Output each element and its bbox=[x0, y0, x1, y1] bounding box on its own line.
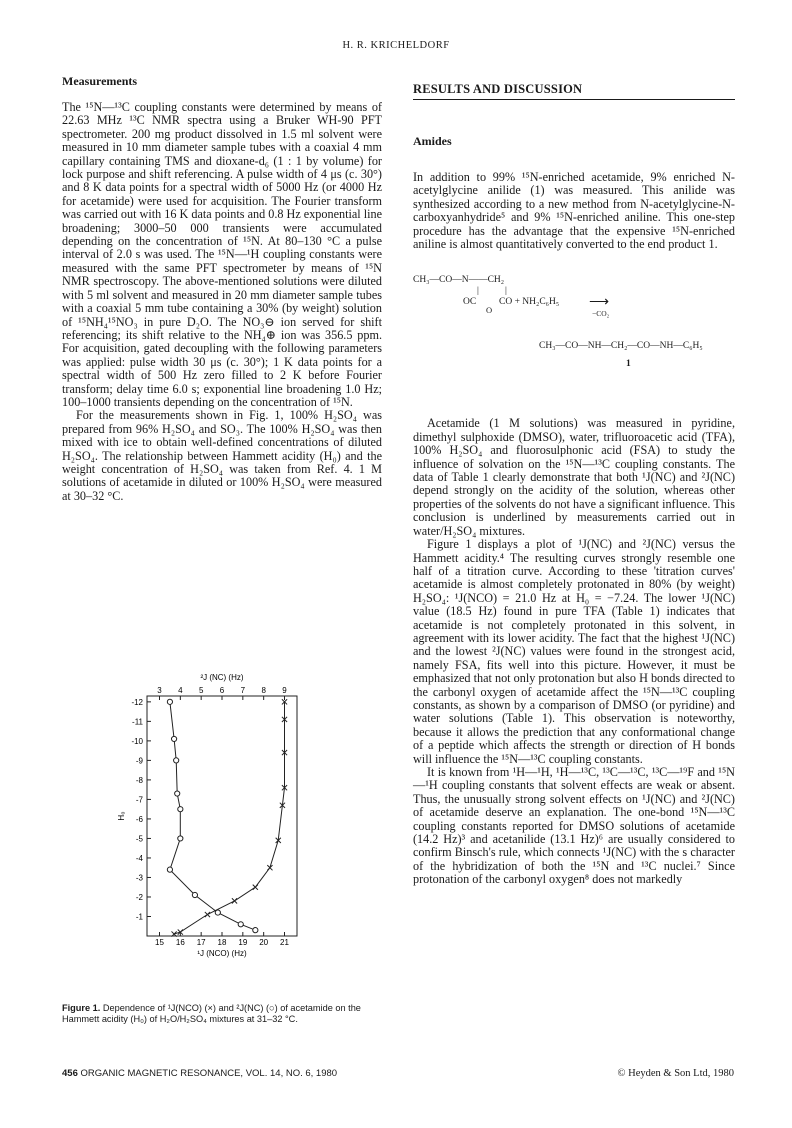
top-tick-label: 6 bbox=[219, 686, 225, 695]
scheme-arrow: ⟶ bbox=[589, 295, 610, 311]
left-column bbox=[62, 74, 382, 503]
circle-point bbox=[238, 922, 243, 927]
measurements-heading: Measurements bbox=[62, 74, 138, 88]
measurements-paragraph-2: For the measurements shown in Fig. 1, 100% H₂SO₄ was prepared from 96% H₂SO₄ and SO₃. The 100% H₂SO₄ was then mixed with ice to obtain well-defined concentrations of diluted H₂SO₄. The relationship between Hammett acidity (H₀) and the weight concentration of H₂SO₄ was taken from Ref. 4. 1 M solutions of acetamide in diluted or 100% H₂SO₄ were measured at 30–32 °C. bbox=[62, 408, 382, 503]
copyright: © Heyden & Son Ltd, 1980 bbox=[617, 1068, 734, 1079]
caption-label: Figure 1. bbox=[62, 1003, 101, 1013]
caption-text: Dependence of ¹J(NCO) (×) and ²J(NC) (○) of acetamide on the Hammett acidity (H₀) of H₂O/H₂SO₄ mixtures at 31–32 °C. bbox=[62, 1003, 361, 1024]
y-tick-label: -2 bbox=[135, 892, 143, 902]
y-tick-label: -1 bbox=[135, 912, 143, 922]
circle-point bbox=[253, 928, 258, 933]
curve-series-1 bbox=[174, 702, 284, 934]
page-number: 456 bbox=[62, 1068, 78, 1079]
amides-heading: Amides bbox=[413, 134, 452, 148]
scheme-ring-co-aniline: CO + NH₂C₆H₅ bbox=[499, 297, 560, 308]
y-tick-label: -7 bbox=[135, 795, 143, 805]
scheme-ring-oc: OC bbox=[463, 297, 477, 308]
circle-point bbox=[178, 836, 183, 841]
circle-point bbox=[167, 699, 172, 704]
top-tick-label: 9 bbox=[282, 686, 287, 695]
results-paragraph-2: Acetamide (1 M solutions) was measured in pyridine, dimethyl sulphoxide (DMSO), water, trifluoroacetic acid (TFA), 100% H₂SO₄ and fluorosulphonic acid (FSA) to study the influence of solvation on the ¹⁵N—¹³C coupling constants. The data of Table 1 clearly demonstrate that both ¹J(NC) and ²J(NC) depend strongly on the acidity of the solution, whereas other properties of the solvents do not have a significant influence. This conclusion is underlined by measurements carried out in water/H₂SO₄ mixtures. bbox=[413, 416, 735, 538]
y-tick-label: -5 bbox=[135, 834, 143, 844]
y-tick-label: -11 bbox=[132, 717, 143, 727]
scheme-ring-bond-right: | bbox=[505, 286, 507, 297]
bottom-axis-label: ¹J (NCO) (Hz) bbox=[197, 949, 247, 958]
y-tick-label: -8 bbox=[135, 775, 143, 785]
results-heading: RESULTS AND DISCUSSION bbox=[413, 82, 735, 100]
bottom-tick-label: 18 bbox=[217, 938, 227, 947]
top-tick-label: 4 bbox=[178, 686, 183, 695]
cross-point bbox=[267, 865, 272, 870]
results-paragraph-1: In addition to 99% ¹⁵N-enriched acetamide, 9% enriched N-acetylglycine anilide (1) was measured. This anilide was synthesized according to a new method from N-acetylglycine-N-carboxyanhydride⁵ and 9% ¹⁵N-enriched aniline. This one-step procedure has the advantage that the expensive ¹⁵N-enriched aniline is almost quantitatively converted to the end product 1. bbox=[413, 170, 735, 252]
circle-point bbox=[167, 867, 172, 872]
bottom-tick-label: 16 bbox=[175, 938, 185, 947]
y-tick-label: -12 bbox=[131, 697, 143, 707]
top-tick-label: 7 bbox=[240, 686, 246, 695]
cross-point bbox=[232, 898, 237, 903]
circle-point bbox=[174, 758, 179, 763]
y-tick-label: -6 bbox=[135, 814, 143, 824]
results-paragraph-4: It is known from ¹H—¹H, ¹H—¹³C, ¹³C—¹³C, ¹³C—¹⁹F and ¹⁵N—¹H coupling constants that solvent effects are weak or absent. Thus, the unusually strong solvent effects on ¹J(NC) and ²J(NC) of acetamide deserve an explanation. The one-bond ¹⁵N—¹³C coupling constants reported for DMSO solutions of acetamide (14.2 Hz)³ and acetanilide (13.1 Hz)⁶ are usually considered to confirm Binsch's rule, which connects ¹J(NC) with the s character of the hybridization of both the ¹⁵N and ¹³C nuclei.⁷ Since protonation of the carbonyl oxygen⁸ does not markedly bbox=[413, 765, 735, 887]
circle-point bbox=[175, 791, 180, 796]
running-head: H. R. KRICHELDORF bbox=[342, 40, 450, 51]
bottom-tick-label: 19 bbox=[238, 938, 248, 947]
cross-point bbox=[205, 912, 210, 917]
y-tick-label: -10 bbox=[131, 736, 143, 746]
bottom-tick-label: 15 bbox=[155, 938, 164, 947]
bottom-tick-label: 20 bbox=[259, 938, 269, 947]
journal-citation: ORGANIC MAGNETIC RESONANCE, VOL. 14, NO. 6, 1980 bbox=[80, 1068, 338, 1079]
y-tick-label: -4 bbox=[135, 853, 143, 863]
footer-left bbox=[62, 1068, 337, 1079]
figure-1 bbox=[62, 668, 382, 998]
top-tick-label: 3 bbox=[157, 686, 162, 695]
bottom-tick-label: 21 bbox=[280, 938, 289, 947]
scheme-ring-oxygen: O bbox=[486, 305, 493, 316]
bottom-tick-label: 17 bbox=[196, 938, 206, 947]
circle-point bbox=[215, 910, 220, 915]
y-tick-label: -9 bbox=[135, 756, 143, 766]
circle-point bbox=[178, 807, 183, 812]
cross-point bbox=[253, 885, 258, 890]
results-paragraph-3: Figure 1 displays a plot of ¹J(NC) and ²J(NC) versus the Hammett acidity.⁴ The resulting curves strongly resemble one half of a titration curve. According to these 'titration curves' acetamide is almost completely protonated in 80% (by weight) H₂SO₄: ¹J(NCO) = 21.0 Hz at H₀ = −7.24. The lower ¹J(NC) value (18.5 Hz) found in pure TFA (Table 1) indicates that acetamide is not completely protonated in this solvent, in agreement with its lower acidity. The fact that the highest ¹J(NC) and the lowest ²J(NC) values were found in the strongest acid, namely FSA, fits well into this picture. However, it must be emphasized that not only protonation but also H bonds directed to the carbonyl oxygen of acetamide affect the ¹⁵N—¹³C coupling constants, as shown by a comparison of DMSO (or pyridine) and water solutions (Table 1). This observation is noteworthy, because it allows the prediction that any conformational change of a peptide which affects the strength or direction of H bonds will influence the ¹⁵N—¹³C coupling constants. bbox=[413, 537, 735, 766]
scheme-reactant-top: CH₃—CO—N——CH₂ bbox=[413, 275, 505, 286]
reaction-scheme bbox=[413, 265, 735, 403]
top-tick-label: 8 bbox=[261, 686, 266, 695]
top-tick-label: 5 bbox=[198, 686, 204, 695]
plot-frame bbox=[147, 696, 297, 936]
figure-caption bbox=[62, 1003, 384, 1025]
scheme-co2-loss: −CO₂ bbox=[592, 309, 610, 319]
measurements-paragraph-1: The ¹⁵N—¹³C coupling constants were determined by means of 22.63 MHz ¹³C NMR spectra using a Bruker WH-90 PFT spectrometer. 200 mg product dissolved in 1.5 ml solvent were measured in 10 mm diameter sample tubes with a coaxial 4 mm capillary containing TMS and dioxane-d₆ (1 : 1 by volume) for lock purpose and shift referencing. A pulse width of 4 μs (c. 30°) and 8 K data points for a spectral width of 5000 Hz (or 4000 Hz for acetamide) were used for acquisition. The Fourier transform was carried out with 16 K data points and 0.8 Hz exponential line broadening; 3000–50 000 transients were accumulated depending on the concentration of ¹⁵N. At 80–130 °C a pulse interval of 2.0 s was used. The ¹⁵N—¹H coupling constants were measured with the same PFT spectrometer by means of ¹⁵N NMR spectroscopy. The above-mentioned solutions were diluted with 5 ml solvent and measured in 20 mm diameter sample tubes with a coaxial 5 mm tube containing a 30% (by weight) solution of ¹⁵NH₄¹⁵NO₃ in pure D₂O. The NO₃⊖ ion served for shift referencing; its shift relative to the NH₄⊕ ion was 356.5 ppm. For acquisition, gated decoupling with the following parameters was applied: pulse width 30 μs (c. 30°); 1 K data points for a spectral width of 500 Hz zero filled to 2 K before Fourier transform; delay time 6.0 s; exponential line broadening 1.0 Hz; 100–1000 transients depending on the concentration of ¹⁵N. bbox=[62, 100, 382, 409]
right-column bbox=[413, 82, 735, 887]
hammett-acidity-chart bbox=[62, 668, 382, 993]
scheme-product: CH₃—CO—NH—CH₂—CO—NH—C₆H₅ bbox=[539, 341, 703, 352]
top-axis-label: ²J (NC) (Hz) bbox=[200, 673, 244, 682]
y-axis-label: H₀ bbox=[117, 811, 126, 821]
page-footer bbox=[62, 1068, 734, 1079]
circle-point bbox=[171, 736, 176, 741]
circle-point bbox=[192, 892, 197, 897]
scheme-product-label: 1 bbox=[626, 359, 631, 370]
y-tick-label: -3 bbox=[135, 873, 143, 883]
scheme-ring-bond-left: | bbox=[477, 286, 479, 297]
